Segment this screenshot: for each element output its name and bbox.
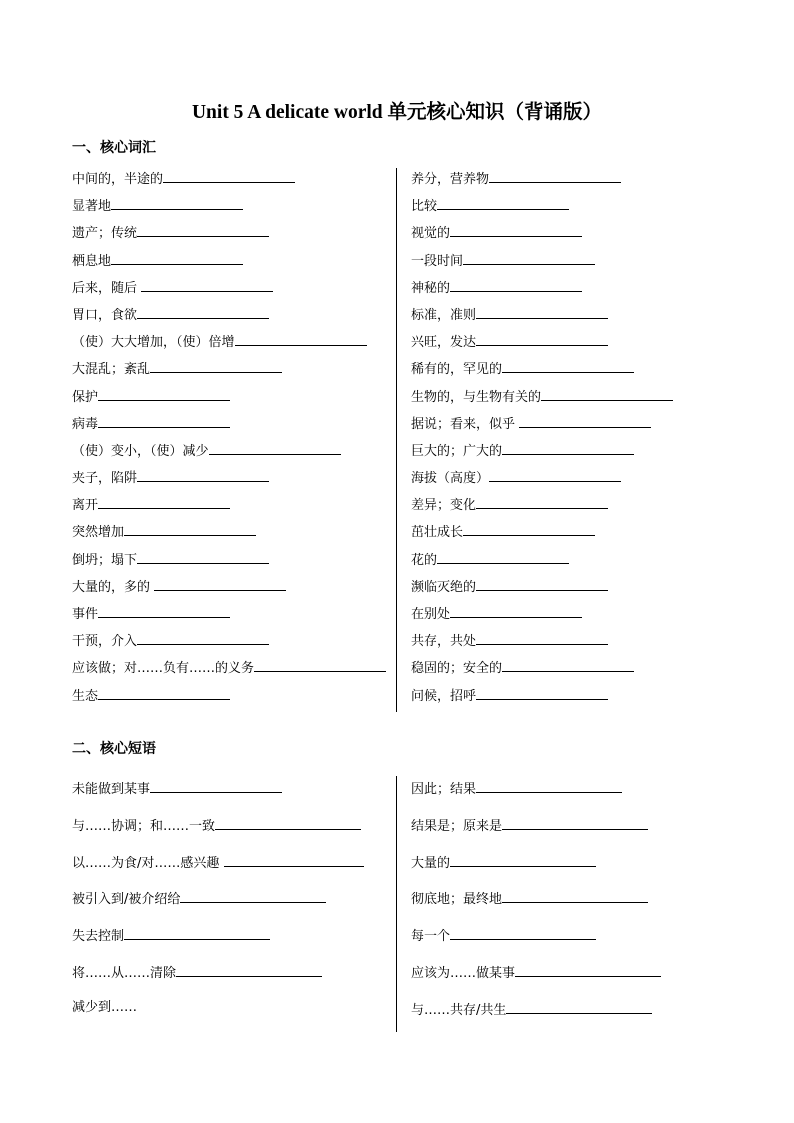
- item-label: 倒坍；塌下: [72, 552, 138, 568]
- answer-blank[interactable]: [98, 605, 230, 618]
- answer-blank[interactable]: [137, 224, 269, 237]
- list-item: [72, 252, 386, 279]
- item-label: 视觉的: [411, 226, 451, 242]
- item-label: 胃口，食欲: [72, 307, 138, 323]
- list-item: [411, 578, 673, 605]
- item-label: 与……共存/共生: [411, 1002, 507, 1018]
- answer-blank[interactable]: [254, 659, 386, 672]
- item-label: 减少到……: [72, 999, 138, 1015]
- list-item: [411, 415, 673, 442]
- answer-blank[interactable]: [224, 854, 364, 867]
- answer-blank[interactable]: [515, 964, 661, 977]
- list-item: [411, 360, 673, 387]
- answer-blank[interactable]: [163, 170, 295, 183]
- answer-blank[interactable]: [137, 306, 269, 319]
- column-divider: [396, 168, 397, 712]
- answer-blank[interactable]: [150, 360, 282, 373]
- answer-blank[interactable]: [489, 469, 621, 482]
- item-label: 花的: [411, 552, 438, 568]
- list-item: [411, 890, 661, 927]
- list-item: [411, 306, 673, 333]
- item-label: 差异；变化: [411, 498, 477, 514]
- vocab-list-right: [411, 170, 673, 714]
- item-label: 将……从……清除: [72, 965, 177, 981]
- list-item: [72, 890, 364, 927]
- item-label: 海拔（高度）: [411, 471, 490, 487]
- item-label: 以……为食/对……感兴趣: [72, 855, 224, 871]
- item-label: 一段时间: [411, 253, 464, 269]
- list-item: [72, 496, 386, 523]
- item-label: 夹子，陷阱: [72, 471, 138, 487]
- list-item: [72, 360, 386, 387]
- answer-blank[interactable]: [476, 780, 622, 793]
- item-label: 遗产；传统: [72, 226, 138, 242]
- item-label: 共存，共处: [411, 634, 477, 650]
- item-label: 神秘的: [411, 280, 451, 296]
- answer-blank[interactable]: [502, 360, 634, 373]
- answer-blank[interactable]: [180, 890, 326, 903]
- list-item: [411, 551, 673, 578]
- list-item: [72, 964, 364, 1001]
- item-label: 据说；看来，似乎: [411, 416, 520, 432]
- answer-blank[interactable]: [450, 927, 596, 940]
- answer-blank[interactable]: [506, 1001, 652, 1014]
- answer-blank[interactable]: [111, 197, 243, 210]
- list-item: [411, 469, 673, 496]
- item-label: 彻底地；最终地: [411, 892, 503, 908]
- list-item: [411, 854, 661, 891]
- answer-blank[interactable]: [476, 306, 608, 319]
- item-label: 标准，准则: [411, 307, 477, 323]
- answer-blank[interactable]: [176, 964, 322, 977]
- item-label: 茁壮成长: [411, 525, 464, 541]
- list-item: [411, 659, 673, 686]
- item-label: 栖息地: [72, 253, 112, 269]
- item-label: 病毒: [72, 416, 99, 432]
- item-label: 离开: [72, 498, 99, 514]
- item-label: 养分，营养物: [411, 172, 490, 187]
- item-label: 干预，介入: [72, 634, 138, 650]
- list-item: [72, 927, 364, 964]
- answer-blank[interactable]: [98, 415, 230, 428]
- item-label: 比较: [411, 199, 438, 215]
- list-item: [72, 578, 386, 605]
- answer-blank[interactable]: [98, 388, 230, 401]
- column-divider: [396, 776, 397, 1032]
- answer-blank[interactable]: [154, 578, 286, 591]
- answer-blank[interactable]: [150, 780, 282, 793]
- vocab-list-left: [72, 170, 386, 714]
- answer-blank[interactable]: [502, 659, 634, 672]
- item-label: 应该为……做某事: [411, 965, 516, 981]
- list-item: [411, 496, 673, 523]
- list-item: [72, 605, 386, 632]
- list-item: [72, 1001, 364, 1038]
- item-label: 大混乱；紊乱: [72, 362, 151, 378]
- item-label: 大量的: [411, 855, 451, 871]
- answer-blank[interactable]: [502, 890, 648, 903]
- item-label: 兴旺，发达: [411, 335, 477, 351]
- list-item: [72, 333, 386, 360]
- answer-blank[interactable]: [209, 442, 341, 455]
- item-label: 每一个: [411, 929, 451, 945]
- answer-blank[interactable]: [502, 817, 648, 830]
- item-label: 稀有的，罕见的: [411, 362, 503, 378]
- answer-blank[interactable]: [137, 551, 269, 564]
- answer-blank[interactable]: [476, 578, 608, 591]
- item-label: 濒临灭绝的: [411, 579, 477, 595]
- answer-blank[interactable]: [541, 388, 673, 401]
- list-item: [411, 252, 673, 279]
- item-label: 生态: [72, 688, 99, 704]
- answer-blank[interactable]: [137, 632, 269, 645]
- vocab-section-heading: 一、核心词汇: [72, 140, 156, 156]
- list-item: [411, 279, 673, 306]
- item-label: 保护: [72, 389, 99, 405]
- answer-blank[interactable]: [137, 469, 269, 482]
- answer-blank[interactable]: [450, 279, 582, 292]
- item-label: 大量的，多的: [72, 579, 155, 595]
- list-item: [411, 523, 673, 550]
- list-item: [411, 1001, 661, 1038]
- list-item: [72, 687, 386, 714]
- answer-blank[interactable]: [489, 170, 621, 183]
- list-item: [411, 927, 661, 964]
- item-label: 稳固的；安全的: [411, 661, 503, 677]
- list-item: [72, 780, 364, 817]
- list-item: [72, 551, 386, 578]
- item-label: 被引入到/被介绍给: [72, 892, 181, 908]
- list-item: [72, 442, 386, 469]
- answer-blank[interactable]: [215, 817, 361, 830]
- answer-blank[interactable]: [124, 927, 270, 940]
- answer-blank[interactable]: [437, 551, 569, 564]
- list-item: [72, 170, 386, 197]
- item-label: 显著地: [72, 199, 112, 215]
- list-item: [72, 632, 386, 659]
- answer-blank[interactable]: [450, 224, 582, 237]
- list-item: [411, 605, 673, 632]
- list-item: [72, 306, 386, 333]
- item-label: （使）变小，（使）减少: [72, 443, 209, 459]
- list-item: [72, 388, 386, 415]
- answer-blank[interactable]: [450, 605, 582, 618]
- item-label: 与……协调；和……一致: [72, 818, 216, 834]
- phrase-section-heading: 二、核心短语: [72, 741, 156, 757]
- list-item: [411, 224, 673, 251]
- list-item: [411, 964, 661, 1001]
- answer-blank[interactable]: [437, 197, 569, 210]
- list-item: [72, 415, 386, 442]
- item-label: 结果是；原来是: [411, 818, 503, 834]
- answer-blank[interactable]: [476, 632, 608, 645]
- item-label: 巨大的；广大的: [411, 443, 503, 459]
- list-item: [72, 854, 364, 891]
- list-item: [72, 659, 386, 686]
- list-item: [72, 197, 386, 224]
- answer-blank[interactable]: [463, 252, 595, 265]
- answer-blank[interactable]: [476, 687, 608, 700]
- item-label: 突然增加: [72, 525, 125, 541]
- item-label: 事件: [72, 607, 99, 622]
- item-label: 未能做到某事: [72, 782, 151, 797]
- list-item: [411, 687, 673, 714]
- answer-blank[interactable]: [519, 415, 651, 428]
- list-item: [411, 632, 673, 659]
- list-item: [411, 780, 661, 817]
- item-label: 后来，随后: [72, 280, 142, 296]
- list-item: [411, 197, 673, 224]
- list-item: [72, 469, 386, 496]
- answer-blank[interactable]: [502, 442, 634, 455]
- list-item: [411, 333, 673, 360]
- item-label: 问候，招呼: [411, 688, 477, 704]
- answer-blank[interactable]: [111, 252, 243, 265]
- answer-blank[interactable]: [124, 523, 256, 536]
- list-item: [72, 279, 386, 306]
- item-label: 因此；结果: [411, 782, 477, 797]
- answer-blank[interactable]: [235, 333, 367, 346]
- list-item: [411, 442, 673, 469]
- list-item: [72, 523, 386, 550]
- page-title: Unit 5 A delicate world 单元核心知识（背诵版）: [191, 102, 603, 123]
- phrase-list-left: [72, 780, 364, 1038]
- item-label: （使）大大增加，（使）倍增: [72, 335, 235, 351]
- item-label: 应该做；对……负有……的义务: [72, 661, 255, 677]
- list-item: [411, 817, 661, 854]
- answer-blank[interactable]: [98, 687, 230, 700]
- answer-blank[interactable]: [476, 496, 608, 509]
- list-item: [411, 170, 673, 197]
- item-label: 在别处: [411, 607, 451, 622]
- list-item: [72, 224, 386, 251]
- answer-blank[interactable]: [98, 496, 230, 509]
- answer-blank[interactable]: [450, 854, 596, 867]
- item-label: 中间的，半途的: [72, 172, 164, 187]
- answer-blank[interactable]: [476, 333, 608, 346]
- list-item: [411, 388, 673, 415]
- answer-blank[interactable]: [141, 279, 273, 292]
- list-item: [72, 817, 364, 854]
- item-label: 生物的，与生物有关的: [411, 389, 542, 405]
- phrase-list-right: [411, 780, 661, 1038]
- item-label: 失去控制: [72, 929, 125, 945]
- answer-blank[interactable]: [463, 523, 595, 536]
